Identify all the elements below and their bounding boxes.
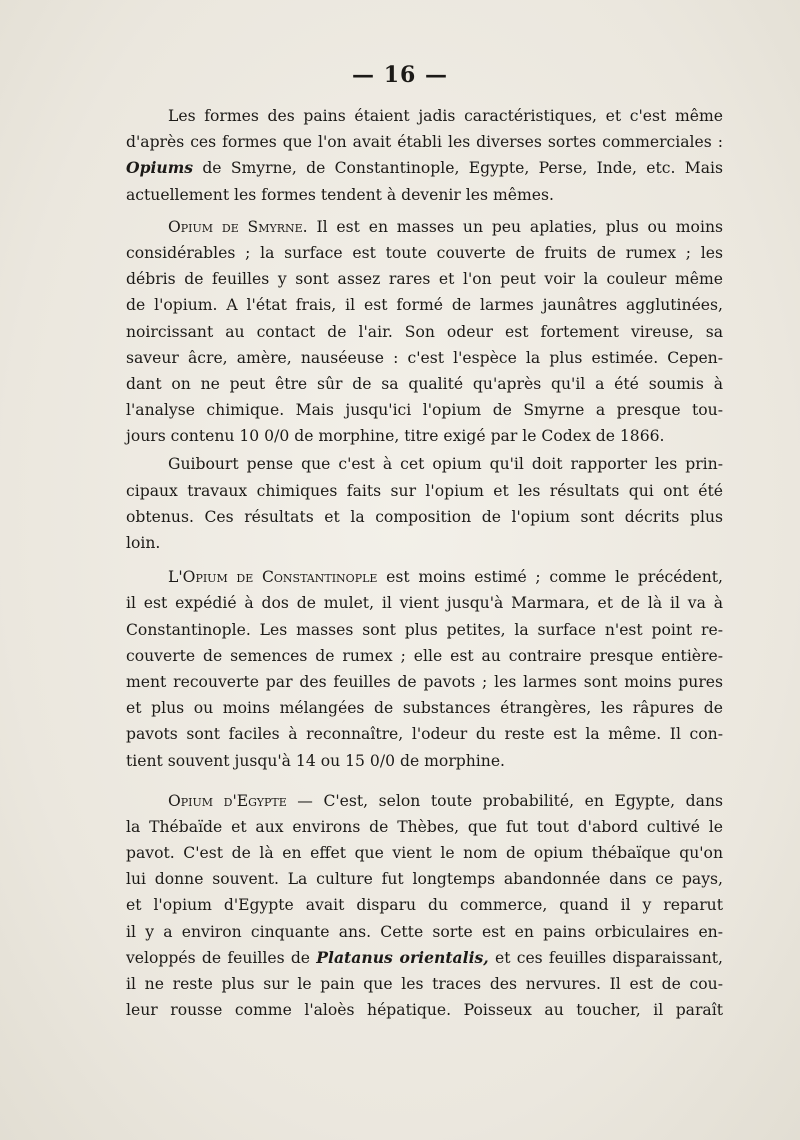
line-text: de Smyrne, de Constantinople, Egypte, Perse, Inde, etc. Mais — [193, 159, 723, 178]
text-line — [126, 971, 723, 997]
line-prefix: veloppés de feuilles de — [126, 948, 317, 967]
line-text: débris de feuilles y sont assez rares et l'on peut voir la couleur même — [126, 270, 723, 289]
line-text: et l'opium d'Egypte avait disparu du commerce, quand il y reparut — [126, 896, 723, 915]
line-text: cipaux travaux chimiques faits sur l'opium et les résultats qui ont été — [126, 481, 723, 500]
line-text: est moins estimé ; comme le précédent, — [377, 568, 723, 587]
text-line — [126, 397, 723, 423]
line-text: l'analyse chimique. Mais jusqu'ici l'opium de Smyrne a presque tou- — [126, 401, 723, 420]
text-line — [126, 345, 723, 371]
line-text: leur rousse comme l'aloès hépatique. Poisseux au toucher, il paraît — [126, 1001, 723, 1020]
line-text: pavot. C'est de là en effet que vient le nom de opium thébaïque qu'on — [126, 844, 723, 863]
text-line — [126, 319, 723, 345]
line-text: tient souvent jusqu'à 14 ou 15 0/0 de morphine. — [126, 751, 506, 770]
text-line — [126, 866, 723, 892]
text-line — [126, 945, 723, 971]
line-text: et ces feuilles disparaissant, — [488, 948, 723, 967]
line-text: actuellement les formes tendent à devenir les mêmes. — [126, 185, 554, 204]
line-text: jours contenu 10 0/0 de morphine, titre exigé par le Codex de 1866. — [126, 427, 665, 446]
emphasis-text: Platanus orientalis, — [316, 947, 489, 967]
text-line — [126, 643, 723, 669]
text-line — [126, 840, 723, 866]
section-heading: Opium de Smyrne. — [168, 217, 308, 236]
line-text: Les formes des pains étaient jadis caractéristiques, et c'est même — [168, 107, 723, 125]
text-line — [126, 182, 723, 208]
text-line — [126, 695, 723, 721]
text-line — [126, 478, 723, 504]
line-text: il est expédié à dos de mulet, il vient jusqu'à Marmara, et de là il va à — [126, 594, 723, 613]
text-line — [126, 371, 723, 397]
section-heading: Opium de Constantinople — [182, 568, 378, 587]
body-text — [126, 103, 723, 1023]
text-line — [126, 530, 723, 556]
section-heading: Opium d'Egypte — [168, 791, 287, 810]
line-text: lui donne souvent. La culture fut longtemps abandonnée dans ce pays, — [126, 870, 723, 889]
line-text: loin. — [126, 534, 161, 552]
text-line — [126, 451, 723, 477]
paragraph — [126, 103, 723, 208]
line-text: — C'est, selon toute probabilité, en Egypte, dans — [286, 791, 723, 810]
text-line — [126, 292, 723, 318]
line-text: de l'opium. A l'état frais, il est formé de larmes jaunâtres agglutinées, — [126, 296, 723, 315]
text-line — [126, 997, 723, 1023]
line-text: couverte de semences de rumex ; elle est au contraire presque entière- — [126, 646, 723, 665]
text-line — [126, 266, 723, 292]
text-line — [126, 214, 723, 240]
text-line — [126, 590, 723, 616]
paragraph — [126, 564, 723, 774]
line-text: la Thébaïde et aux environs de Thèbes, que fut tout d'abord cultivé le — [126, 817, 723, 836]
text-line — [126, 155, 723, 181]
text-line — [126, 129, 723, 155]
text-line — [126, 721, 723, 747]
line-text: et plus ou moins mélangées de substances étrangères, les râpures de — [126, 699, 723, 718]
line-text: il ne reste plus sur le pain que les traces des nervures. Il est de cou- — [126, 975, 723, 993]
line-text: Il est en masses un peu aplaties, plus ou moins — [307, 217, 723, 236]
paragraph — [126, 214, 723, 450]
text-line — [126, 814, 723, 840]
line-text: pavots sont faciles à reconnaître, l'odeur du reste est la même. Il con- — [126, 725, 723, 744]
text-line — [126, 919, 723, 945]
text-line — [126, 504, 723, 530]
paragraph — [126, 451, 723, 556]
text-line — [126, 103, 723, 129]
line-text: dant on ne peut être sûr de sa qualité qu'après qu'il a été soumis à — [126, 374, 723, 393]
line-text: il y a environ cinquante ans. Cette sorte est en pains orbiculaires en- — [126, 922, 723, 941]
text-line — [126, 669, 723, 695]
text-line — [126, 748, 723, 774]
line-text: noircissant au contact de l'air. Son odeur est fortement vireuse, sa — [126, 322, 723, 341]
emphasis-text: Opiums — [126, 158, 194, 178]
text-line — [126, 423, 723, 449]
text-line — [126, 617, 723, 643]
paragraph — [126, 788, 723, 1024]
text-line — [126, 240, 723, 266]
line-text: considérables ; la surface est toute couverte de fruits de rumex ; les — [126, 243, 723, 262]
line-prefix: L' — [168, 568, 183, 587]
line-text: d'après ces formes que l'on avait établi les diverses sortes commerciales : — [126, 133, 723, 152]
text-line — [126, 892, 723, 918]
paragraph-gap — [126, 774, 723, 788]
line-text: ment recouverte par des feuilles de pavots ; les larmes sont moins pures — [126, 672, 723, 691]
paragraph-gap — [126, 556, 723, 564]
line-text: saveur âcre, amère, nauséeuse : c'est l'espèce la plus estimée. Cepen- — [126, 348, 723, 367]
line-text: Guibourt pense que c'est à cet opium qu'il doit rapporter les prin- — [168, 455, 723, 474]
page-number: — 16 — — [352, 62, 448, 88]
text-line — [126, 788, 723, 814]
text-line — [126, 564, 723, 590]
line-text: Constantinople. Les masses sont plus petites, la surface n'est point re- — [126, 620, 723, 639]
line-text: obtenus. Ces résultats et la composition de l'opium sont décrits plus — [126, 507, 723, 526]
